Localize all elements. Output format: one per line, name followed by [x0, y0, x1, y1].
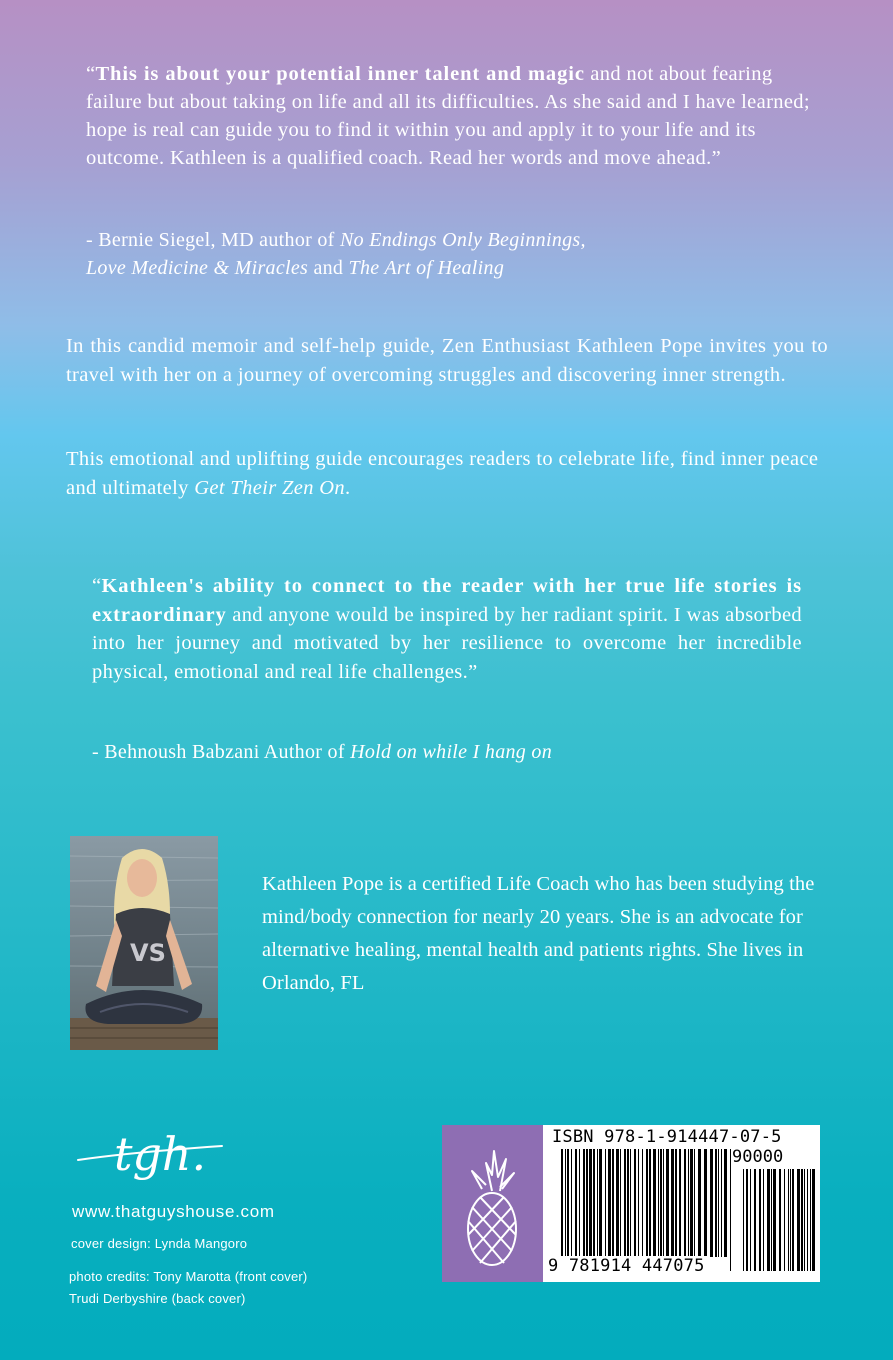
quote1-text: and not about fearing failure but about taking on life and all its difficulties. As she said and I have learned; hope is real can guide you to find it within you and apply it to your life and its outcome. Kathleen is a qualified coach. Read her words and move ahead.”: [86, 63, 810, 169]
photo-credit-line: Trudi Derbyshire (back cover): [69, 1291, 246, 1306]
attribution-prefix: - Behnoush Babzani Author of: [92, 741, 351, 763]
logo-lettering: tgh.: [114, 1127, 207, 1181]
ean-number: 9 781914 447075: [548, 1256, 705, 1276]
quote2-text: and anyone would be inspired by her radiant spirit. I was absorbed into her journey and motivated by her resilience to overcome her incredible physical, emotional and real life challenges.”: [92, 603, 802, 683]
book-title: Love Medicine & Miracles: [86, 257, 309, 279]
svg-text:VS: VS: [130, 939, 166, 967]
isbn-number: ISBN 978-1-914447-07-5: [552, 1127, 782, 1147]
paragraph-text: This emotional and uplifting guide encourages readers to celebrate life, find inner peace and ultimately: [66, 448, 819, 499]
author-bio: Kathleen Pope is a certified Life Coach who has been studying the mind/body connection for nearly 20 years. She is an advocate for alternative healing, mental health and patients rights. She lives in Orlando, FL: [262, 873, 815, 994]
book-title: No Endings Only Beginnings,: [339, 229, 586, 251]
description-paragraph-2: [66, 445, 828, 502]
isbn-barcode-box: [442, 1125, 820, 1282]
publisher-website-link[interactable]: www.thatguyshouse.com: [72, 1202, 275, 1221]
quote-open-mark: “: [92, 575, 102, 597]
conjunction: and: [308, 257, 349, 279]
endorsement-attribution-2: [92, 738, 552, 766]
endorsement-quote-2: [92, 572, 802, 686]
paragraph-end: .: [345, 476, 351, 499]
pineapple-icon: [442, 1125, 543, 1282]
endorsement-attribution-1: [86, 226, 810, 282]
book-title: The Art of Healing: [348, 257, 505, 279]
quote-open-mark: “: [86, 63, 96, 85]
attribution-prefix: - Bernie Siegel, MD author of: [86, 229, 340, 251]
description-paragraph-1: In this candid memoir and self-help guide, Zen Enthusiast Kathleen Pope invites you to travel with her on a journey of overcoming struggles and discovering inner strength.: [66, 335, 828, 386]
quote1-bold-text: This is about your potential inner talent and magic: [95, 63, 585, 85]
endorsement-quote-1: [86, 60, 810, 172]
pineapple-icon-panel: [442, 1125, 543, 1282]
book-title: Get Their Zen On: [194, 476, 346, 499]
author-photo: [70, 836, 218, 1050]
price-code: 90000: [732, 1147, 784, 1167]
photo-credit-line: photo credits: Tony Marotta (front cover): [69, 1269, 308, 1284]
cover-design-credit: cover design: Lynda Mangoro: [71, 1236, 248, 1251]
quote2-bold-text: Kathleen's ability to connect to the reader with her true life stories is extraordinary: [92, 575, 802, 626]
publisher-logo: [74, 1108, 244, 1198]
book-title: Hold on while I hang on: [350, 741, 552, 763]
photo-credits: [69, 1266, 307, 1310]
